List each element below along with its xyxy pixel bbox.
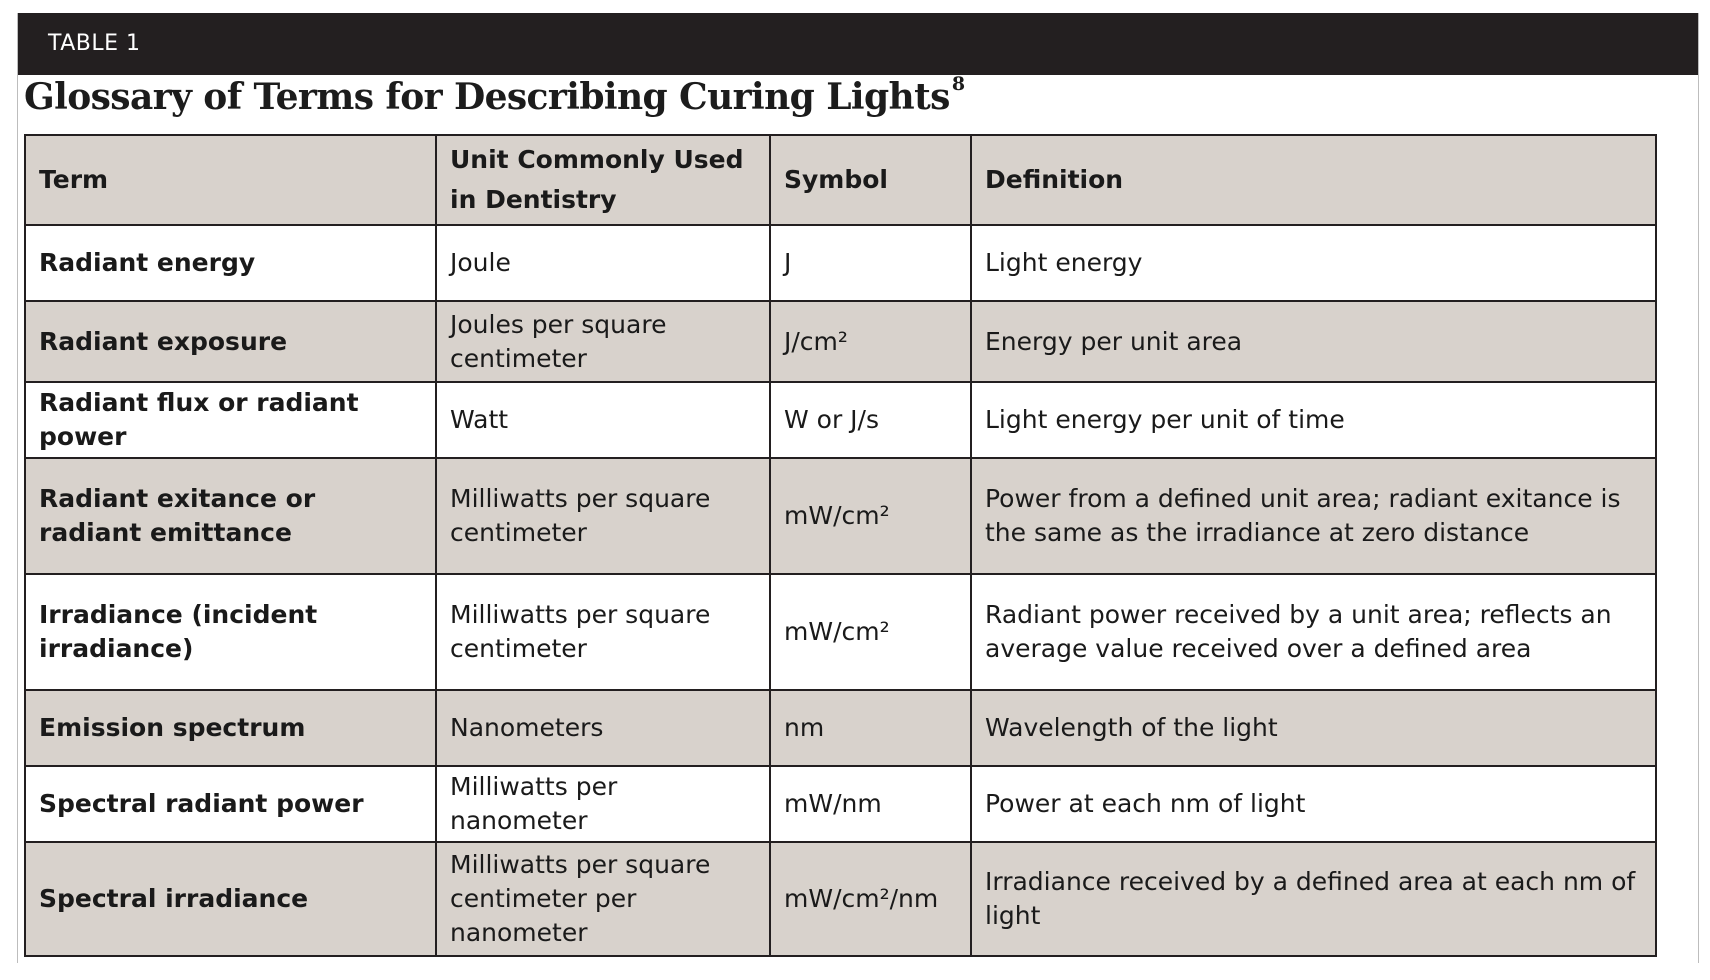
unit-cell: Milliwatts per square centimeter per nanometer bbox=[436, 842, 770, 956]
symbol-cell: mW/cm² bbox=[770, 574, 971, 690]
term-cell: Radiant energy bbox=[25, 225, 436, 301]
definition-cell: Light energy bbox=[971, 225, 1656, 301]
symbol-cell: J/cm² bbox=[770, 301, 971, 382]
table-title-text: Glossary of Terms for Describing Curing Lights bbox=[24, 76, 950, 118]
unit-cell: Milliwatts per square centimeter bbox=[436, 574, 770, 690]
table-row bbox=[25, 842, 1656, 956]
term-cell: Radiant exposure bbox=[25, 301, 436, 382]
term-cell: Emission spectrum bbox=[25, 690, 436, 766]
definition-cell: Energy per unit area bbox=[971, 301, 1656, 382]
table-row bbox=[25, 301, 1656, 382]
table-row bbox=[25, 690, 1656, 766]
symbol-cell: mW/cm²/nm bbox=[770, 842, 971, 956]
table-row bbox=[25, 382, 1656, 458]
term-cell: Spectral radiant power bbox=[25, 766, 436, 842]
definition-cell: Irradiance received by a defined area at each nm of light bbox=[971, 842, 1656, 956]
unit-cell: Joule bbox=[436, 225, 770, 301]
header-definition: Definition bbox=[971, 135, 1656, 225]
definition-cell: Light energy per unit of time bbox=[971, 382, 1656, 458]
header-term: Term bbox=[25, 135, 436, 225]
table-label: TABLE 1 bbox=[18, 13, 1698, 75]
unit-cell: Milliwatts per square centimeter bbox=[436, 458, 770, 574]
term-cell: Radiant flux or radiant power bbox=[25, 382, 436, 458]
term-cell: Radiant exitance or radiant emittance bbox=[25, 458, 436, 574]
table-row bbox=[25, 458, 1656, 574]
symbol-cell: mW/cm² bbox=[770, 458, 971, 574]
definition-cell: Power from a defined unit area; radiant exitance is the same as the irradiance at zero distance bbox=[971, 458, 1656, 574]
term-cell: Irradiance (incident irradiance) bbox=[25, 574, 436, 690]
unit-cell: Joules per square centimeter bbox=[436, 301, 770, 382]
table-title bbox=[24, 73, 965, 118]
header-symbol: Symbol bbox=[770, 135, 971, 225]
table-row bbox=[25, 766, 1656, 842]
term-cell: Spectral irradiance bbox=[25, 842, 436, 956]
header-unit: Unit Commonly Used in Dentistry bbox=[436, 135, 770, 225]
definition-cell: Power at each nm of light bbox=[971, 766, 1656, 842]
symbol-cell: W or J/s bbox=[770, 382, 971, 458]
definition-cell: Wavelength of the light bbox=[971, 690, 1656, 766]
symbol-cell: nm bbox=[770, 690, 971, 766]
title-footnote: 8 bbox=[951, 73, 965, 95]
table-row bbox=[25, 574, 1656, 690]
symbol-cell: mW/nm bbox=[770, 766, 971, 842]
header-row bbox=[25, 135, 1656, 225]
unit-cell: Milliwatts per nanometer bbox=[436, 766, 770, 842]
glossary-table bbox=[24, 134, 1657, 957]
unit-cell: Nanometers bbox=[436, 690, 770, 766]
symbol-cell: J bbox=[770, 225, 971, 301]
unit-cell: Watt bbox=[436, 382, 770, 458]
table-row bbox=[25, 225, 1656, 301]
definition-cell: Radiant power received by a unit area; reflects an average value received over a defined area bbox=[971, 574, 1656, 690]
